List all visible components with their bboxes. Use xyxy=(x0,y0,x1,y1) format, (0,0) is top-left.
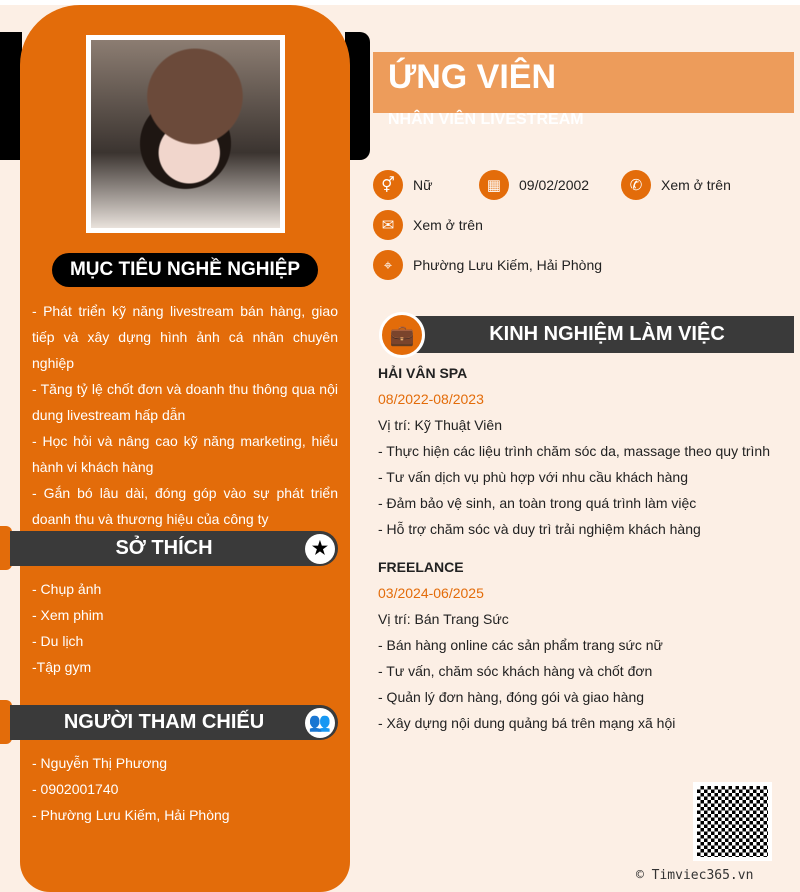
list-item: - 0902001740 xyxy=(32,781,119,797)
avatar xyxy=(86,35,285,233)
job-entry xyxy=(378,360,770,542)
job-task: - Tư vấn, chăm sóc khách hàng và chốt đơn xyxy=(378,663,653,679)
job-entry xyxy=(378,554,675,736)
references-title: NGƯỜI THAM CHIẾU xyxy=(63,711,265,733)
email-value: Xem ở trên xyxy=(413,217,483,233)
job-date: 08/2022-08/2023 xyxy=(378,391,484,407)
list-item: -Tập gym xyxy=(32,659,92,675)
birthday-value: 09/02/2002 xyxy=(519,177,590,193)
job-task: - Thực hiện các liệu trình chăm sóc da, massage theo quy trình xyxy=(378,443,770,459)
job-task: - Tư vấn dịch vụ phù hợp với nhu cầu khách hàng xyxy=(378,469,688,485)
briefcase-icon: 💼 xyxy=(379,312,425,358)
footer-credit: © Timviec365.vn xyxy=(636,868,754,883)
job-task: - Hỗ trợ chăm sóc và duy trì trải nghiệm khách hàng xyxy=(378,521,701,537)
phone-value: Xem ở trên xyxy=(661,177,731,193)
users-icon: 👥 xyxy=(305,708,335,738)
list-item: - Nguyễn Thị Phương xyxy=(32,755,168,771)
job-role: Vị trí: Kỹ Thuật Viên xyxy=(378,417,502,433)
candidate-name: ỨNG VIÊN xyxy=(388,58,557,96)
hobbies-heading xyxy=(10,531,338,566)
job-role: Vị trí: Bán Trang Sức xyxy=(378,611,509,627)
phone-icon: ✆ xyxy=(621,170,651,200)
goal-heading: MỤC TIÊU NGHỀ NGHIỆP xyxy=(52,253,318,287)
job-task: - Bán hàng online các sản phẩm trang sức nữ xyxy=(378,637,663,653)
references-list xyxy=(32,750,230,828)
list-item: - Xem phim xyxy=(32,607,104,623)
goal-text: - Phát triển kỹ năng livestream bán hàng, giao tiếp và xây dựng hình ảnh cá nhân chuyên nghiệp - Tăng tỷ lệ chốt đơn và doanh thu thông qua nội dung livestream hấp dẫn - Học hỏi và nâng cao kỹ năng marketing, hiểu hành vi khách hàng - Gắn bó lâu dài, đóng góp vào sự phát triển doanh thu và thương hiệu của công ty xyxy=(32,303,338,527)
job-date: 03/2024-06/2025 xyxy=(378,585,484,601)
email-icon: ✉ xyxy=(373,210,403,240)
qr-code xyxy=(693,782,772,861)
star-icon: ★ xyxy=(305,534,335,564)
calendar-icon: ▦ xyxy=(479,170,509,200)
list-item: - Du lịch xyxy=(32,633,84,649)
location-icon: ⌖ xyxy=(373,250,403,280)
company: FREELANCE xyxy=(378,559,464,575)
job-task: - Đảm bảo vệ sinh, an toàn trong quá trình làm việc xyxy=(378,495,697,511)
references-heading xyxy=(10,705,338,740)
hobbies-list xyxy=(32,576,104,680)
job-task: - Xây dựng nội dung quảng bá trên mạng xã hội xyxy=(378,715,676,731)
gender-icon: ⚥ xyxy=(373,170,403,200)
list-item: - Phường Lưu Kiếm, Hải Phòng xyxy=(32,807,230,823)
list-item: - Chụp ảnh xyxy=(32,581,102,597)
gender-value: Nữ xyxy=(413,177,433,193)
avatar-image xyxy=(91,40,280,228)
decor-block-left xyxy=(0,32,22,160)
job-task: - Quản lý đơn hàng, đóng gói và giao hàng xyxy=(378,689,645,705)
company: HẢI VÂN SPA xyxy=(378,365,468,381)
address-value: Phường Lưu Kiếm, Hải Phòng xyxy=(413,257,603,273)
hobbies-title: SỞ THÍCH xyxy=(115,537,213,559)
experience-heading: KINH NGHIỆM LÀM VIỆC xyxy=(400,316,794,353)
candidate-position: NHÂN VIÊN LIVESTREAM xyxy=(388,111,584,128)
